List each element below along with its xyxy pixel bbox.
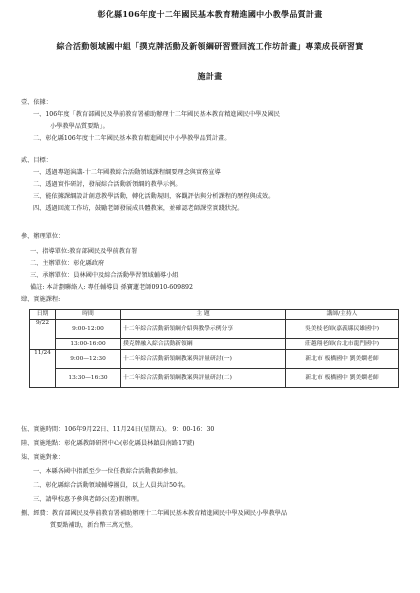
units-item-3: 三、承辦單位：員林國中及綜合活動學習領域輔導小組 — [30, 272, 179, 279]
table-header-row — [30, 310, 399, 320]
cell-theme: 十二年綜合活動新領綱教案與評量研討(二) — [121, 369, 286, 388]
basis-item-2: 二、彰化縣106年度十二年國民基本教育精進國民中小學教學品質計畫。 — [33, 135, 231, 142]
units-contact-note: 備註: 本計劃聯絡人: 專任輔導員 孫寶蓮老師0910-609892 — [30, 284, 193, 291]
goals-item-3: 三、能依據課綱設計創意教學活動，轉化活動規則，客觀評估與分析課程的歷程與成效。 — [33, 193, 275, 200]
column-header-lecturer: 講師/主持人 — [286, 310, 399, 320]
schedule-heading: 肆、實施課程: — [21, 296, 61, 303]
goals-item-1: 一、透過專題演講-十二年國教綜合活動領域課程綱要理念與實務宣導 — [33, 169, 221, 176]
cell-time: 9:00—12:30 — [56, 350, 121, 369]
cell-lecturer: 新北市 板橋國中 劉美嫻老師 — [286, 369, 399, 388]
basis-item-1-cont: 小學教學品質要點」。 — [50, 123, 109, 130]
table-row — [30, 369, 399, 388]
column-header-date: 日期 — [30, 310, 56, 320]
implementation-time: 伍、實施時間：106年9月22日、11月24日(星期五)。 9：00-16：30 — [21, 426, 215, 433]
document-title-line1: 彰化縣106年度十二年國民基本教育精進國中小教學品質計畫 — [97, 9, 323, 19]
cell-lecturer: 莊越翔老師(台北市龍門國中) — [286, 339, 399, 350]
participants-item-1: 一、本縣各國中指派至少一位任教綜合活動教師參加。 — [33, 468, 182, 475]
cell-time: 13:30—16:30 — [56, 369, 121, 388]
column-header-time: 時間 — [56, 310, 121, 320]
document-title-line3: 施計畫 — [197, 71, 223, 81]
goals-heading: 貳、目標： — [21, 157, 52, 164]
funding-text: 捌、經費：教育部國民及學前教育署補助辦理十二年國民基本教育精進國民中學及國民小學教學品 — [21, 510, 288, 517]
basis-heading: 壹、依據： — [21, 99, 52, 106]
schedule-table — [29, 309, 399, 388]
cell-date: 11/24 — [30, 350, 56, 388]
participants-item-3: 三、請學校惠予參與老師公(差)假辦理。 — [33, 496, 144, 503]
units-heading: 參、辦理單位： — [21, 233, 65, 240]
table-row — [30, 350, 399, 369]
cell-theme: 十二年綜合活動新領綱介紹與教學示例分享 — [121, 320, 286, 339]
cell-date: 9/22 — [30, 320, 56, 350]
table-row — [30, 339, 399, 350]
cell-lecturer: 新北市 板橋國中 劉美嫻老師 — [286, 350, 399, 369]
participants-item-2: 二、彰化縣綜合活動領域輔導團員，以上人員共計50名。 — [33, 482, 190, 489]
goals-item-4: 四、透過回流工作坊，鼓勵老師發展成具體教案，並確認老師課堂實踐狀況。 — [33, 205, 244, 212]
basis-item-1: 一、106年度「教育部國民及學前教育署補助辦理十二年國民基本教育精進國民中學及國民 — [33, 111, 280, 118]
cell-time: 13:00-16:00 — [56, 339, 121, 350]
units-item-2: 二、主辦單位：彰化縣政府 — [30, 260, 105, 267]
goals-item-2: 二、透過實作研討，發展綜合活動新領綱的教學示例。 — [33, 181, 182, 188]
table-row — [30, 320, 399, 339]
cell-theme: 撲克牌融入綜合活動新領綱 — [121, 339, 286, 350]
document-title-line2: 綜合活動領域國中組「撲克牌活動及新領綱研習暨回流工作坊計畫」專業成長研習實 — [56, 41, 364, 51]
implementation-place: 陸、實施地點：彰化縣教師研習中心(彰化縣員林鎮員南路17號) — [21, 440, 195, 447]
funding-text-cont: 質要點補助，新台幣三萬元整。 — [50, 522, 137, 529]
cell-time: 9:00-12:00 — [56, 320, 121, 339]
participants-heading: 柒、實施對象： — [21, 454, 65, 461]
column-header-theme: 主 題 — [121, 310, 286, 320]
cell-theme: 十二年綜合活動新領綱教案與評量研討(一) — [121, 350, 286, 369]
cell-lecturer: 吳美枝老師(嘉義縣民雄國中) — [286, 320, 399, 339]
units-item-1: 一、指導單位:教育部國民及學前教育署 — [30, 248, 138, 255]
